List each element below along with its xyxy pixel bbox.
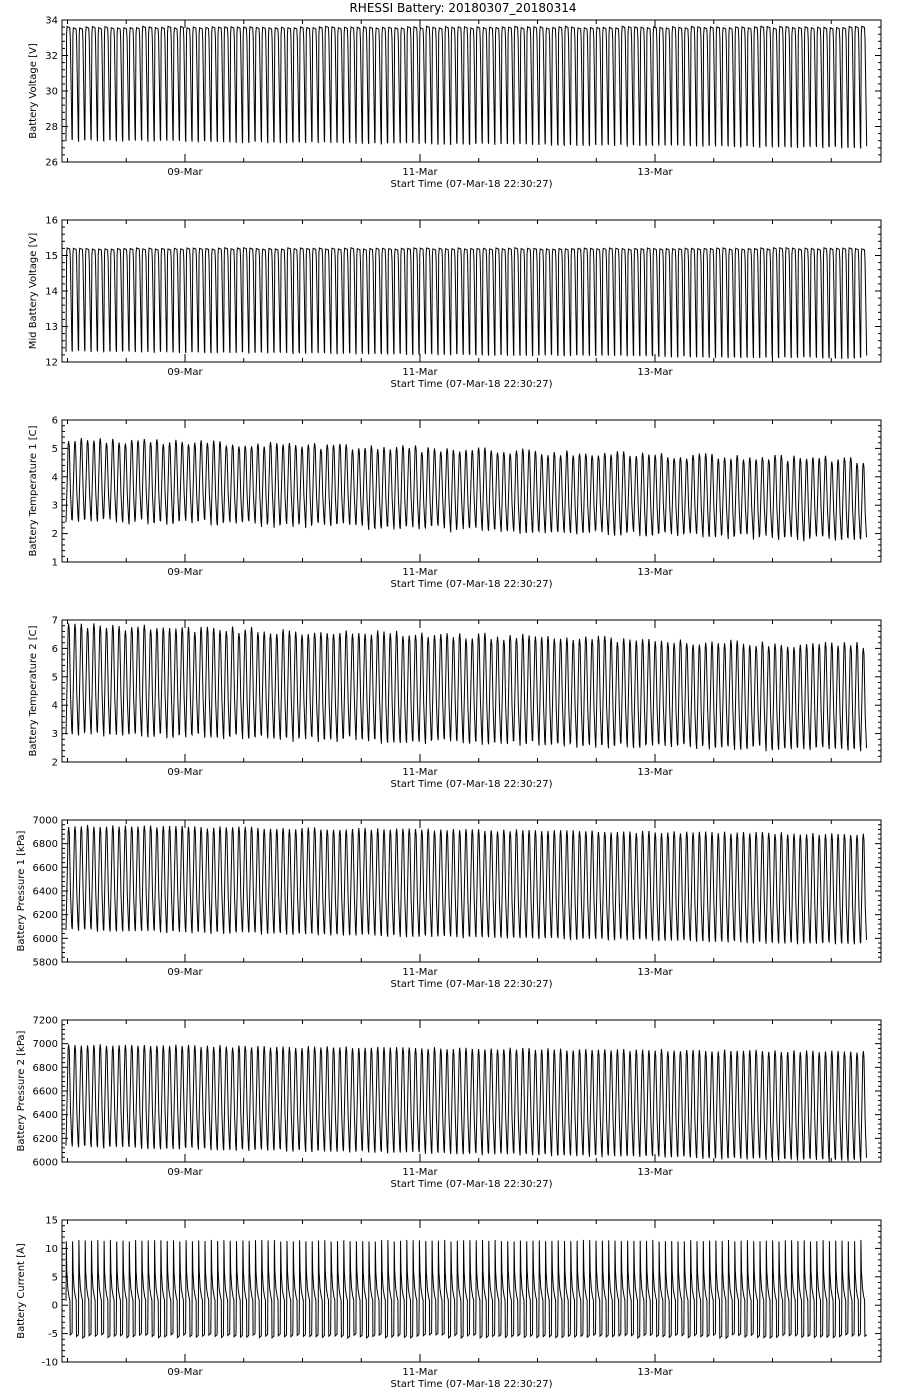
x-axis-label: Start Time (07-Mar-18 22:30:27) — [390, 1179, 553, 1190]
chart-panel-3 — [28, 416, 881, 591]
x-tick-label: 09-Mar — [167, 967, 203, 978]
y-tick-label: 6000 — [32, 1157, 58, 1169]
figure-title: RHESSI Battery: 20180307_20180314 — [349, 1, 577, 15]
y-axis-label: Battery Pressure 2 [kPa] — [16, 1030, 27, 1152]
y-tick-label: 13 — [45, 322, 58, 333]
x-tick-label: 13-Mar — [637, 1367, 673, 1378]
y-tick-label: 6400 — [32, 886, 58, 898]
y-tick-label: 6600 — [32, 1086, 58, 1098]
y-tick-label: 4 — [51, 472, 58, 484]
y-tick-label: 32 — [45, 51, 58, 62]
y-tick-label: 1 — [51, 557, 58, 569]
chart-panel-7 — [16, 1216, 881, 1391]
x-axis-label: Start Time (07-Mar-18 22:30:27) — [390, 979, 553, 990]
x-axis-label: Start Time (07-Mar-18 22:30:27) — [390, 379, 553, 390]
series-line — [66, 825, 867, 945]
y-tick-label: 10 — [45, 1243, 58, 1255]
x-tick-label: 11-Mar — [402, 567, 438, 578]
y-tick-label: 6200 — [32, 910, 58, 922]
y-tick-label: 14 — [45, 286, 58, 298]
y-tick-label: 5 — [51, 672, 58, 684]
y-tick-label: 4 — [51, 700, 58, 712]
y-axis-label: Battery Temperature 1 [C] — [28, 425, 39, 557]
x-tick-label: 11-Mar — [402, 767, 438, 778]
y-tick-label: 5 — [51, 1272, 58, 1284]
series-line — [66, 248, 867, 359]
y-tick-label: 5800 — [32, 957, 58, 969]
y-tick-label: 7200 — [32, 1015, 58, 1027]
x-tick-label: 13-Mar — [637, 167, 673, 178]
y-axis-label: Mid Battery Voltage [V] — [28, 232, 39, 350]
chart-panel-4 — [28, 616, 881, 791]
chart-panel-1 — [28, 16, 881, 191]
x-tick-label: 11-Mar — [402, 167, 438, 178]
y-tick-label: 30 — [45, 86, 58, 98]
y-axis-label: Battery Pressure 1 [kPa] — [16, 830, 27, 952]
x-tick-label: 09-Mar — [167, 567, 203, 578]
x-tick-label: 09-Mar — [167, 167, 203, 178]
chart-panel-5 — [16, 816, 881, 991]
y-tick-label: 6800 — [32, 1062, 58, 1074]
x-axis-label: Start Time (07-Mar-18 22:30:27) — [390, 1379, 553, 1390]
y-axis-label: Battery Voltage [V] — [28, 43, 39, 139]
y-tick-label: 6800 — [32, 839, 58, 851]
y-tick-label: 26 — [45, 157, 58, 169]
series-line — [66, 1240, 867, 1338]
y-tick-label: 6 — [51, 643, 58, 655]
y-tick-label: 3 — [51, 729, 58, 741]
x-tick-label: 09-Mar — [167, 367, 203, 378]
x-tick-label: 11-Mar — [402, 367, 438, 378]
y-tick-label: 16 — [45, 215, 58, 227]
y-tick-label: 15 — [45, 1215, 58, 1227]
x-tick-label: 11-Mar — [402, 1167, 438, 1178]
x-axis-label: Start Time (07-Mar-18 22:30:27) — [390, 779, 553, 790]
x-tick-label: 13-Mar — [637, 967, 673, 978]
y-tick-label: 6600 — [32, 862, 58, 874]
series-line — [66, 1044, 867, 1161]
chart-panel-6 — [16, 1016, 881, 1191]
y-tick-label: 15 — [45, 251, 58, 262]
y-tick-label: 0 — [51, 1300, 58, 1312]
y-tick-label: 7 — [51, 615, 58, 627]
x-axis-label: Start Time (07-Mar-18 22:30:27) — [390, 579, 553, 590]
y-tick-label: 7000 — [32, 815, 58, 827]
x-tick-label: 13-Mar — [637, 1167, 673, 1178]
chart-panel-2 — [28, 216, 881, 391]
y-axis-label: Battery Current [A] — [16, 1243, 27, 1339]
series-line — [66, 26, 867, 148]
y-axis-label: Battery Temperature 2 [C] — [28, 625, 39, 757]
y-tick-label: 6200 — [32, 1133, 58, 1145]
x-tick-label: 09-Mar — [167, 1167, 203, 1178]
y-tick-label: 2 — [51, 529, 58, 541]
plot-frame — [62, 620, 881, 762]
y-tick-label: 12 — [45, 357, 58, 369]
y-tick-label: 6000 — [32, 933, 58, 945]
x-axis-label: Start Time (07-Mar-18 22:30:27) — [390, 179, 553, 190]
y-tick-label: 7000 — [32, 1039, 58, 1051]
x-tick-label: 11-Mar — [402, 1367, 438, 1378]
y-tick-label: 6400 — [32, 1110, 58, 1122]
y-tick-label: 3 — [51, 500, 58, 512]
x-tick-label: 13-Mar — [637, 767, 673, 778]
plot-frame — [62, 420, 881, 562]
x-tick-label: 13-Mar — [637, 367, 673, 378]
y-tick-label: 5 — [51, 443, 58, 455]
y-tick-label: 6 — [51, 415, 58, 427]
y-tick-label: 2 — [51, 757, 58, 769]
x-tick-label: 09-Mar — [167, 767, 203, 778]
x-tick-label: 11-Mar — [402, 967, 438, 978]
x-tick-label: 13-Mar — [637, 567, 673, 578]
series-line — [66, 623, 867, 751]
x-tick-label: 09-Mar — [167, 1367, 203, 1378]
y-tick-label: -5 — [48, 1329, 58, 1341]
y-tick-label: -10 — [41, 1357, 58, 1369]
y-tick-label: 34 — [45, 15, 58, 27]
series-line — [66, 438, 867, 541]
y-tick-label: 28 — [45, 122, 58, 133]
